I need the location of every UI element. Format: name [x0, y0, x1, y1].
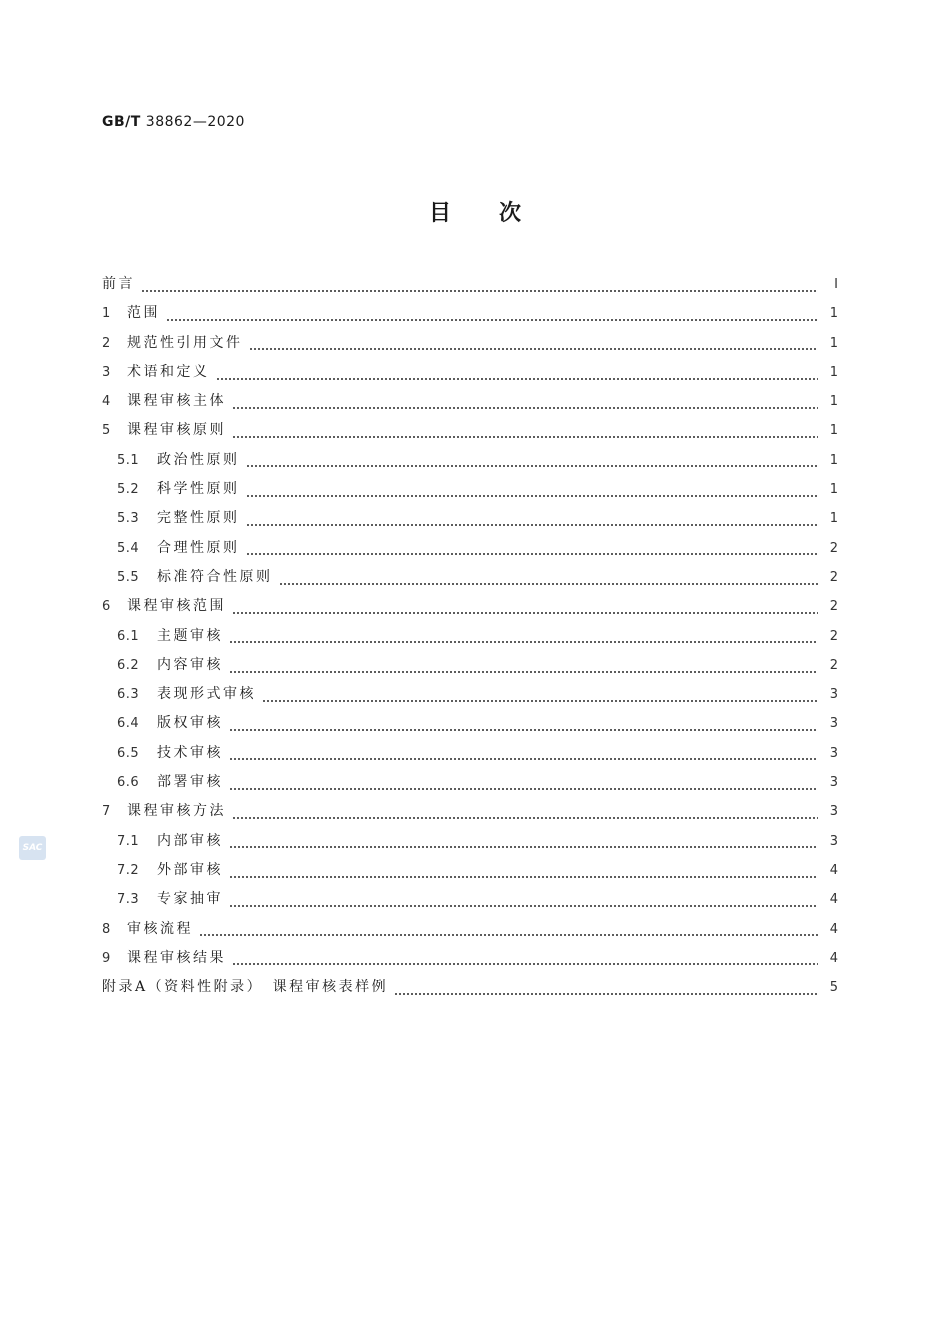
toc-entry-page: 2	[829, 599, 838, 615]
toc-entry-page: 3	[829, 745, 838, 761]
toc-entry-page: 1	[829, 394, 838, 410]
toc-entry-label: 课程审核结果	[127, 949, 226, 966]
dot-leader	[229, 636, 818, 648]
sac-logo-text: SAC	[22, 843, 43, 853]
toc-entry[interactable]	[102, 303, 838, 332]
toc-entry-label: 术语和定义	[127, 363, 210, 380]
toc-entry-label: 政治性原则	[157, 451, 240, 468]
toc-entry-page: 2	[829, 540, 838, 556]
dot-leader	[232, 812, 818, 824]
toc-entry-number: 3	[102, 364, 111, 380]
toc-entry-number: 9	[102, 950, 111, 966]
toc-entry-label: 内容审核	[157, 656, 223, 673]
dot-leader	[249, 343, 819, 355]
toc-entry[interactable]	[102, 538, 838, 567]
toc-entry-number: 7	[102, 804, 111, 820]
toc-entry-page: 1	[829, 423, 838, 439]
dot-leader	[232, 958, 818, 970]
toc-entry[interactable]	[102, 596, 838, 625]
toc-entry-number: 8	[102, 921, 111, 937]
dot-leader	[229, 900, 818, 912]
toc-entry[interactable]	[102, 889, 838, 918]
toc-entry[interactable]	[102, 743, 838, 772]
toc-entry-label: 合理性原则	[157, 539, 240, 556]
toc-entry-label: 部署审核	[157, 774, 223, 791]
toc-entry-label: 技术审核	[157, 744, 223, 761]
toc-entry-page: 1	[829, 364, 838, 380]
dot-leader	[232, 431, 818, 443]
toc-entry[interactable]	[102, 860, 838, 889]
dot-leader	[229, 783, 818, 795]
toc-entry-label: 附录A（资料性附录） 课程审核表样例	[102, 979, 389, 996]
toc-entry-label: 主题审核	[157, 627, 223, 644]
toc-entry[interactable]	[102, 274, 838, 303]
toc-entry-page: 3	[829, 716, 838, 732]
toc-entry-number: 5.5	[117, 569, 140, 585]
toc-entry-label: 课程审核主体	[127, 393, 226, 410]
toc-entry-label: 审核流程	[127, 920, 193, 937]
toc-entry-page: 1	[829, 482, 838, 498]
toc-entry-page: 2	[829, 628, 838, 644]
toc-entry-number: 7.3	[117, 892, 140, 908]
toc-entry-label: 完整性原则	[157, 510, 240, 527]
toc-entry[interactable]	[102, 772, 838, 801]
dot-leader	[166, 314, 818, 326]
toc-entry-number: 5.4	[117, 540, 140, 556]
toc-entry-label: 科学性原则	[157, 481, 240, 498]
dot-leader	[232, 402, 818, 414]
standard-code: 38862—2020	[145, 114, 245, 130]
toc-entry[interactable]	[102, 567, 838, 596]
toc-entry[interactable]	[102, 684, 838, 713]
dot-leader	[394, 988, 818, 1000]
toc-entry[interactable]	[102, 948, 838, 977]
table-of-contents	[102, 274, 838, 1006]
toc-entry[interactable]	[102, 977, 838, 1006]
toc-entry-label: 内部审核	[157, 832, 223, 849]
toc-entry-page: 1	[829, 511, 838, 527]
standard-prefix: GB/T	[102, 114, 141, 130]
toc-entry-number: 2	[102, 335, 111, 351]
toc-entry[interactable]	[102, 919, 838, 948]
toc-entry-number: 6.2	[117, 657, 140, 673]
toc-entry-number: 1	[102, 306, 111, 322]
dot-leader	[246, 548, 819, 560]
toc-entry-label: 前言	[102, 276, 135, 292]
toc-entry-page: 3	[829, 687, 838, 703]
toc-entry-page: 1	[829, 335, 838, 351]
toc-entry-page: 1	[829, 306, 838, 322]
dot-leader	[279, 578, 819, 590]
toc-entry-number: 5.3	[117, 511, 140, 527]
toc-entry-page: 3	[829, 775, 838, 791]
standard-number	[102, 114, 245, 130]
dot-leader	[229, 724, 818, 736]
toc-entry-number: 7.1	[117, 833, 140, 849]
dot-leader	[229, 871, 818, 883]
sac-logo	[19, 836, 46, 860]
toc-entry-page: Ⅰ	[834, 277, 838, 292]
toc-entry[interactable]	[102, 333, 838, 362]
toc-entry[interactable]	[102, 479, 838, 508]
toc-entry-page: 3	[829, 804, 838, 820]
toc-entry-page: 1	[829, 452, 838, 468]
toc-entry-page: 4	[829, 862, 838, 878]
dot-leader	[229, 841, 818, 853]
toc-entry[interactable]	[102, 713, 838, 742]
dot-leader	[246, 519, 819, 531]
dot-leader	[229, 753, 818, 765]
dot-leader	[199, 929, 818, 941]
dot-leader	[216, 373, 819, 385]
toc-entry[interactable]	[102, 831, 838, 860]
toc-entry-label: 外部审核	[157, 861, 223, 878]
toc-entry-label: 专家抽审	[157, 891, 223, 908]
dot-leader	[229, 666, 818, 678]
toc-entry-label: 标准符合性原则	[157, 568, 273, 585]
toc-entry[interactable]	[102, 626, 838, 655]
toc-entry[interactable]	[102, 655, 838, 684]
toc-entry-number: 6	[102, 599, 111, 615]
toc-entry-label: 课程审核方法	[127, 803, 226, 820]
toc-entry-label: 课程审核范围	[127, 598, 226, 615]
toc-entry-page: 3	[829, 833, 838, 849]
toc-entry-number: 4	[102, 394, 111, 410]
toc-entry-page: 2	[829, 569, 838, 585]
page-title: 目次	[428, 201, 569, 226]
toc-entry-number: 6.6	[117, 775, 140, 791]
toc-entry-label: 版权审核	[157, 715, 223, 732]
toc-entry[interactable]	[102, 391, 838, 420]
toc-entry-page: 5	[829, 980, 838, 996]
toc-entry-page: 4	[829, 950, 838, 966]
toc-entry-page: 4	[829, 892, 838, 908]
toc-entry-page: 2	[829, 657, 838, 673]
dot-leader	[232, 607, 818, 619]
toc-entry-number: 6.3	[117, 687, 140, 703]
toc-entry-page: 4	[829, 921, 838, 937]
toc-entry[interactable]	[102, 508, 838, 537]
toc-entry-label: 表现形式审核	[157, 686, 256, 703]
toc-entry-number: 7.2	[117, 862, 140, 878]
toc-entry-number: 6.4	[117, 716, 140, 732]
toc-entry-number: 6.1	[117, 628, 140, 644]
toc-entry[interactable]	[102, 362, 838, 391]
toc-entry-number: 5.1	[117, 452, 140, 468]
dot-leader	[246, 490, 819, 502]
toc-entry[interactable]	[102, 420, 838, 449]
toc-entry-number: 6.5	[117, 745, 140, 761]
dot-leader	[246, 460, 819, 472]
toc-entry-number: 5.2	[117, 482, 140, 498]
toc-entry-number: 5	[102, 423, 111, 439]
toc-entry-label: 规范性引用文件	[127, 334, 243, 351]
toc-entry-label: 课程审核原则	[127, 422, 226, 439]
toc-entry-label: 范围	[127, 305, 160, 322]
toc-entry[interactable]	[102, 450, 838, 479]
dot-leader	[141, 285, 818, 297]
dot-leader	[262, 695, 818, 707]
toc-entry[interactable]	[102, 801, 838, 830]
